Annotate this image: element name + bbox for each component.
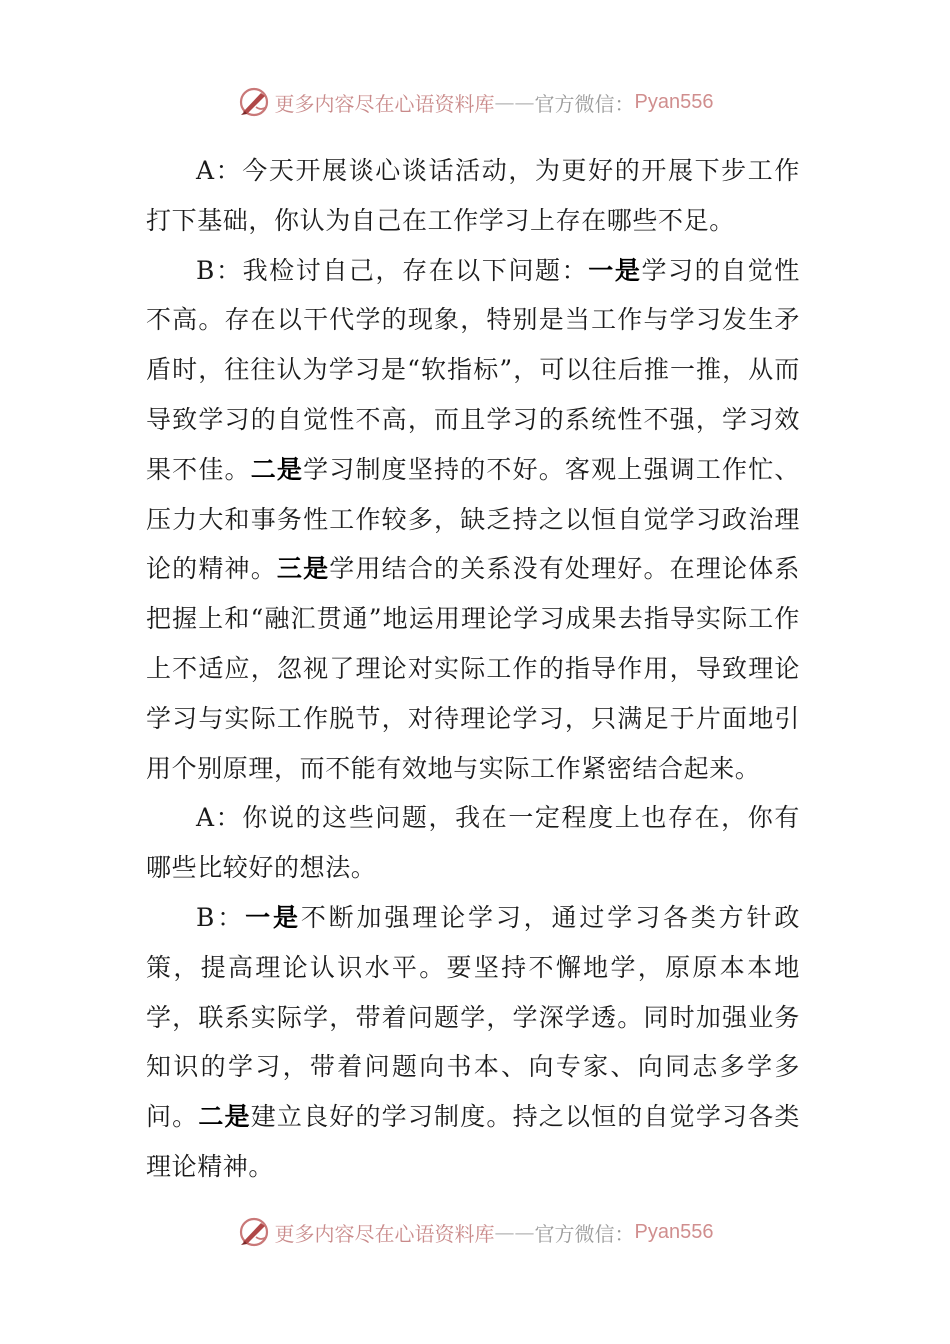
text-segment: 建立良好的学习制度。持之以恒的自觉学习各类理论精神。: [146, 1102, 801, 1181]
text-segment: 今天开展谈心谈话活动，为更好的开展下步工作打下基础，你认为自己在工作学习上存在哪些不足。: [146, 156, 800, 235]
dialogue-paragraph: [146, 146, 800, 246]
pen-circle-logo-icon: [237, 85, 271, 119]
text-segment: 学用结合的关系没有处理好。在理论体系把握上和“融汇贯通”地运用理论学习成果去指导实际工作上不适应，忽视了理论对实际工作的指导作用，导致理论学习与实际工作脱节，对待理论学习，只满足于片面地引用个别原理，而不能有效地与实际工作紧密结合起来。: [146, 554, 800, 783]
bold-point-marker: 三是: [276, 554, 330, 584]
dialogue-paragraph: [146, 793, 800, 893]
watermark-dash: ——: [494, 90, 535, 114]
speaker-label: A：: [196, 803, 243, 833]
watermark-site-text: 更多内容尽在心语资料库: [274, 1221, 495, 1246]
text-segment: 学习的自觉性不高。存在以干代学的现象，特别是当工作与学习发生矛盾时，往往认为学习是“软指标”，可以往后推一推，从而导致学习的自觉性不高，而且学习的系统性不强，学习效果不佳。: [146, 255, 800, 484]
watermark-wechat-label: 官方微信：: [534, 1221, 635, 1246]
bold-point-marker: 一是: [588, 255, 642, 285]
text-segment: 你说的这些问题，我在一定程度上也存在，你有哪些比较好的想法。: [146, 803, 800, 883]
dialogue-paragraph: [146, 246, 800, 794]
watermark-dash: ——: [494, 1220, 535, 1244]
speaker-label: A：: [196, 156, 243, 185]
text-segment: 我检讨自己，存在以下问题：: [242, 255, 589, 285]
text-segment: 学习制度坚持的不好。客观上强调工作忙、压力大和事务性工作较多，缺乏持之以恒自觉学习政治理论的精神。: [146, 454, 800, 584]
document-body: [146, 146, 800, 1192]
dialogue-paragraph: [146, 893, 800, 1192]
watermark-wechat-handle: Pyan556: [634, 1220, 714, 1243]
bold-point-marker: 二是: [198, 1102, 251, 1132]
speaker-label: B：: [196, 902, 246, 932]
watermark-site-text: 更多内容尽在心语资料库: [274, 91, 495, 116]
speaker-label: B：: [196, 255, 243, 285]
text-segment: 不断加强理论学习，通过学习各类方针政策，提高理论认识水平。要坚持不懈地学，原原本本地学，联系实际学，带着问题学，学深学透。同时加强业务知识的学习，带着问题向书本、向专家、向同志多学多问。: [146, 902, 800, 1132]
pen-circle-logo-icon: [237, 1215, 271, 1249]
bold-point-marker: 二是: [250, 454, 304, 484]
bold-point-marker: 一是: [245, 902, 301, 932]
watermark-wechat-label: 官方微信：: [534, 91, 635, 116]
footer-watermark: [0, 1212, 950, 1252]
header-watermark: [0, 82, 950, 122]
watermark-wechat-handle: Pyan556: [634, 90, 714, 113]
